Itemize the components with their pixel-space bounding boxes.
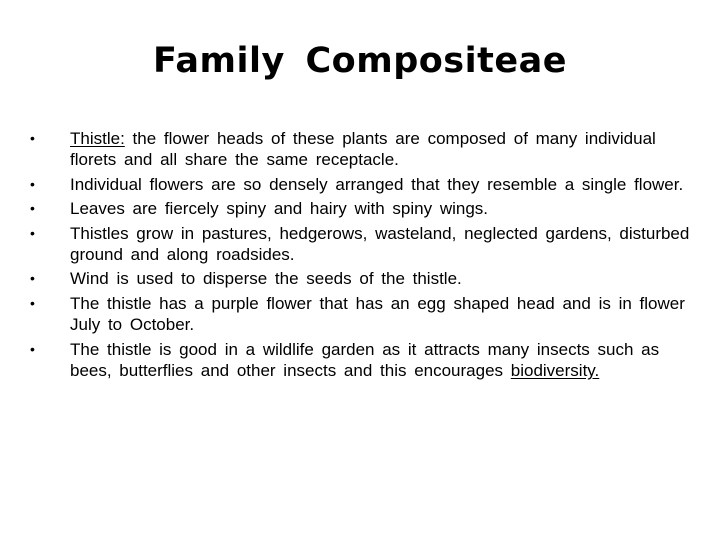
bullet-dot: • xyxy=(30,130,35,146)
bullet-item-leaves xyxy=(24,198,694,219)
bullet-text: the flower heads of these plants are composed of many individual florets and all share the same receptacle. xyxy=(70,129,656,170)
bullet-item-wildlife xyxy=(24,339,694,382)
bullet-dot: • xyxy=(30,200,35,217)
bullet-text: Individual flowers are so densely arranged that they resemble a single flower. xyxy=(70,174,684,194)
term-thistle: Thistle: xyxy=(70,129,125,148)
bullet-dot: • xyxy=(30,340,35,357)
bullet-dot: • xyxy=(30,224,35,241)
bullet-item-flower xyxy=(24,293,694,336)
bullet-text: Thistles grow in pastures, hedgerows, wasteland, neglected gardens, disturbed ground and along roadsides. xyxy=(70,223,690,265)
bullet-list xyxy=(24,128,694,384)
bullet-dot: • xyxy=(30,270,35,287)
bullet-item-individual-flowers xyxy=(24,174,694,195)
bullet-dot: • xyxy=(30,294,35,311)
term-biodiversity: biodiversity. xyxy=(510,361,600,381)
bullet-text: The thistle has a purple flower that has an egg shaped head and is in flower July to October. xyxy=(70,293,685,335)
bullet-item-wind xyxy=(24,268,694,289)
bullet-text: Leaves are fiercely spiny and hairy with spiny wings. xyxy=(70,199,489,219)
bullet-text: Wind is used to disperse the seeds of the thistle. xyxy=(70,269,462,289)
bullet-item-thistle xyxy=(24,128,694,171)
bullet-item-habitat xyxy=(24,223,694,266)
bullet-text: The thistle is good in a wildlife garden as it attracts many insects such as bees, butterflies and other insects and this encourages xyxy=(70,339,660,381)
slide-title: Family Compositeae xyxy=(153,41,567,81)
bullet-dot: • xyxy=(30,175,35,192)
